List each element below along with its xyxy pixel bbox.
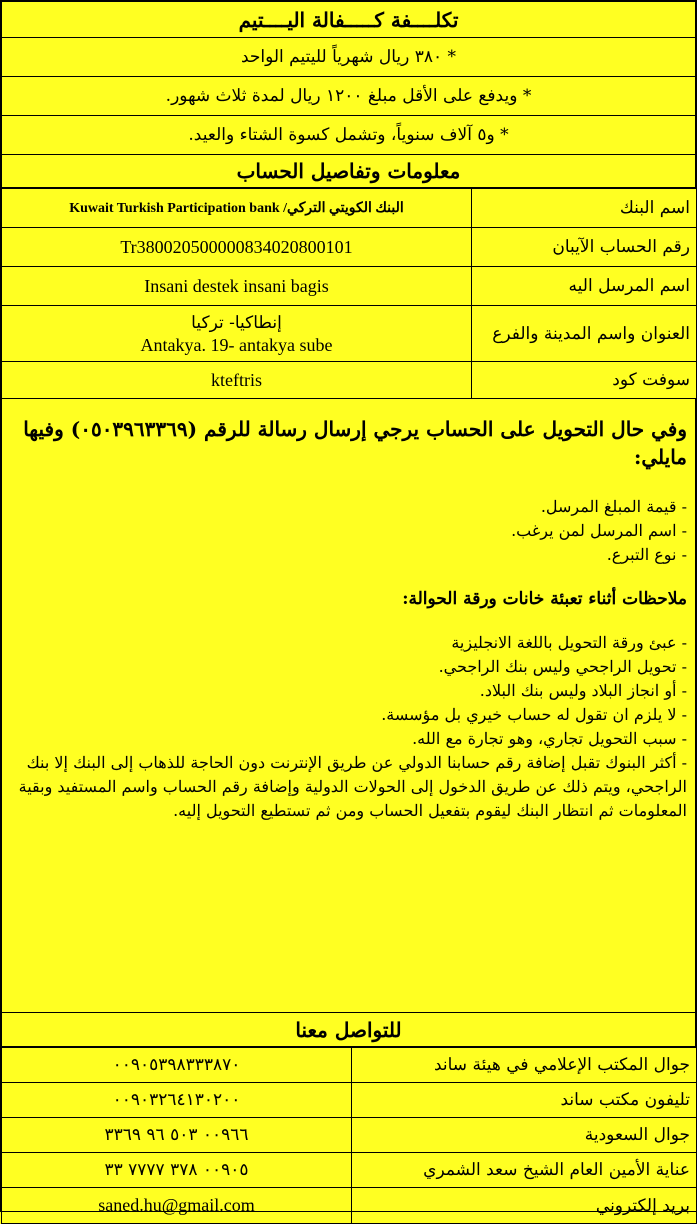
table-row — [2, 1118, 697, 1153]
contact-header-table — [1, 1012, 696, 1047]
cost-line: * و٥ آلاف سنوياً، وتشمل كسوة الشتاء والعيد. — [2, 116, 696, 155]
address-label: العنوان واسم المدينة والفرع — [472, 306, 697, 362]
list-item: - لا يلزم ان تقول له حساب خيري بل مؤسسة. — [381, 705, 687, 724]
bank-value: Kuwait Turkish Participation bank /البنك الكويتي التركي — [2, 189, 472, 228]
contact-header: للتواصل معنا — [2, 1013, 696, 1047]
list-item: - سبب التحويل تجاري، وهو تجارة مع الله. — [412, 729, 687, 748]
contact-table — [1, 1047, 697, 1224]
account-header: معلومات وتفاصيل الحساب — [2, 155, 696, 188]
table-row — [2, 267, 697, 306]
table-row — [2, 228, 697, 267]
contact-value: ٠٠٩٦٦ ٥٠٣ ٩٦ ٣٣٦٩ — [2, 1118, 352, 1153]
table-row — [2, 1188, 697, 1224]
contact-label: جوال السعودية — [352, 1118, 697, 1153]
table-row — [2, 1083, 697, 1118]
contact-label: عناية الأمين العام الشيخ سعد الشمري — [352, 1153, 697, 1188]
swift-value: kteftris — [2, 362, 472, 399]
cost-line: * ويدفع على الأقل مبلغ ١٢٠٠ ريال لمدة ثلاث شهور. — [2, 77, 696, 116]
bank-label: اسم البنك — [472, 189, 697, 228]
list-item: - اسم المرسل لمن يرغب. — [511, 521, 687, 540]
table-row — [2, 1048, 697, 1083]
table-row — [2, 1153, 697, 1188]
address-value — [2, 306, 472, 362]
address-line: إنطاكيا- تركيا — [191, 312, 282, 333]
form-notes-header: ملاحظات أثناء تعبئة خانات ورقة الحوالة: — [402, 589, 687, 609]
cost-line: * ٣٨٠ ريال شهرياً لليتيم الواحد — [2, 38, 696, 77]
table-row — [2, 189, 697, 228]
document-title: تكلــــفة كـــــفالة اليــــتيم — [2, 2, 696, 38]
contact-value: ٠٠٩٠٥ ٣٧٨ ٧٧٧٧ ٣٣ — [2, 1153, 352, 1188]
list-item: - أكثر البنوك تقبل إضافة رقم حسابنا الدولي عن طريق الإنترنت دون الحاجة للذهاب إلى البنك إلا بنك الراجحي، ويتم ذلك عن طريق الدخول إلى الحولات الدولية وإضافة رقم الحساب واسم المستفيد وبقية المعلومات ثم انتظار البنك ليقوم بتفعيل الحساب ومن ثم تستطيع التحويل إليه. — [18, 753, 687, 820]
contact-label: جوال المكتب الإعلامي في هيئة ساند — [352, 1048, 697, 1083]
table-row — [2, 362, 697, 399]
address-line: Antakya. 19- antakya sube — [140, 334, 333, 355]
account-table — [1, 188, 697, 399]
transfer-notes — [1, 399, 696, 1012]
cost-table — [1, 1, 696, 188]
table-row — [2, 306, 697, 362]
email-link[interactable]: saned.hu@gmail.com — [2, 1188, 352, 1224]
list-item: - نوع التبرع. — [606, 545, 687, 564]
contact-label: تليفون مكتب ساند — [352, 1083, 697, 1118]
contact-value: ٠٠٩٠٥٣٩٨٣٣٣٨٧٠ — [2, 1048, 352, 1083]
list-item: - قيمة المبلغ المرسل. — [540, 497, 687, 516]
recipient-label: اسم المرسل اليه — [472, 267, 697, 306]
swift-label: سوفت كود — [472, 362, 697, 399]
contact-value: ٠٠٩٠٣٢٦٤١٣٠٢٠٠ — [2, 1083, 352, 1118]
iban-label: رقم الحساب الآيبان — [472, 228, 697, 267]
notes-intro: وفي حال التحويل على الحساب يرجي إرسال رسالة للرقم (٠٥٠٣٩٦٣٣٦٩) وفيها مايلي: — [23, 417, 687, 469]
contact-label: بريد إلكتروني — [352, 1188, 697, 1224]
list-item: - أو انجاز البلاد وليس بنك البلاد. — [479, 681, 687, 700]
recipient-value: Insani destek insani bagis — [2, 267, 472, 306]
list-item: - تحويل الراجحي وليس بنك الراجحي. — [438, 657, 687, 676]
list-item: - عبئ ورقة التحويل باللغة الانجليزية — [451, 633, 687, 652]
iban-value: Tr380020500000834020800101 — [2, 228, 472, 267]
